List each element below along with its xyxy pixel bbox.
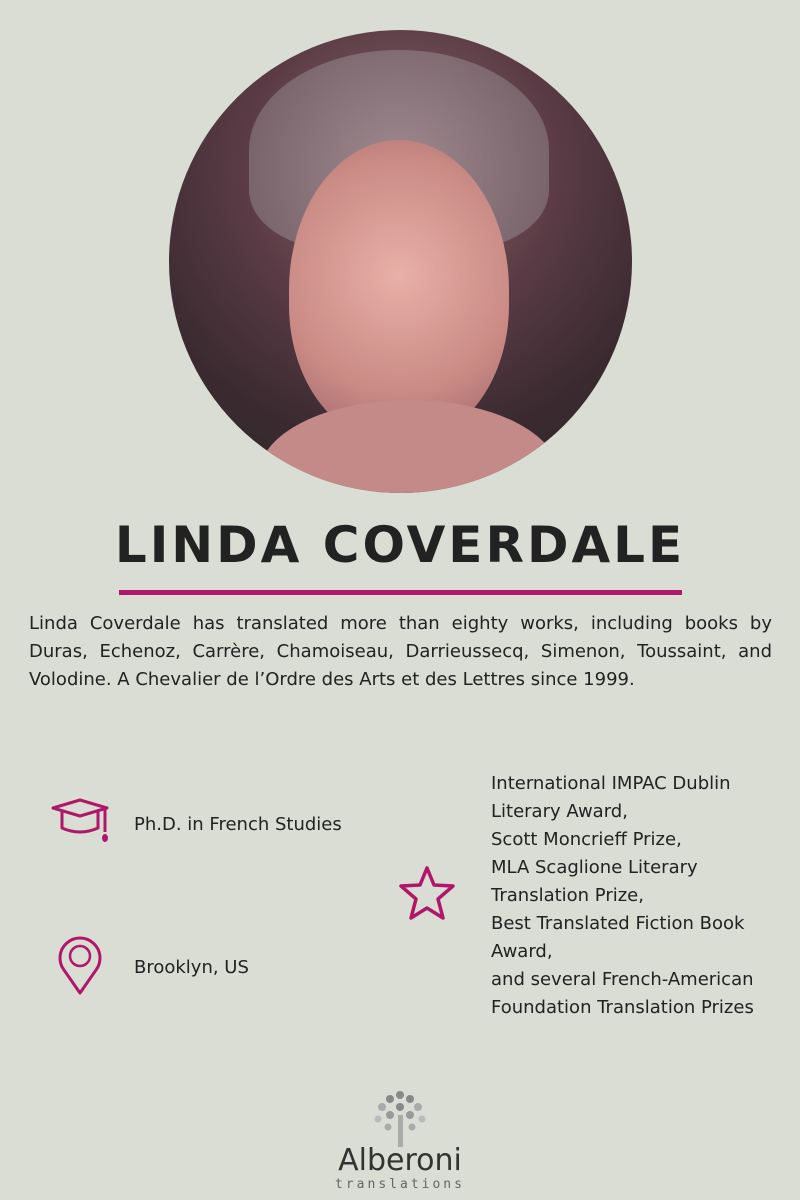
profile-photo: [169, 30, 632, 493]
graduation-cap-icon: [50, 796, 112, 850]
award-item: Best Translated Fiction Book Award,: [491, 913, 745, 962]
award-item: MLA Scaglione Literary Translation Prize,: [491, 857, 698, 906]
logo-subtitle: translations: [335, 1177, 465, 1192]
awards-list: [491, 770, 791, 1022]
location-text: Brooklyn, US: [134, 957, 249, 978]
tree-icon: [330, 1085, 470, 1147]
person-name: LINDA COVERDALE: [114, 516, 686, 574]
location-pin-icon: [56, 936, 104, 996]
award-item: and several French-American Foundation Translation Prizes: [491, 969, 754, 1018]
logo-brand: Alberoni: [338, 1143, 462, 1178]
bio-text: Linda Coverdale has translated more than eighty works, including books by Duras, Echenoz, Carrère, Chamoiseau, Darrieussecq, Simenon, Toussaint, and Volodine. A Chevalier de l’Ordre des Arts et des Lettres since 1999.: [29, 613, 772, 690]
alberoni-logo: [330, 1085, 470, 1195]
award-item: International IMPAC Dublin Literary Award,: [491, 773, 731, 822]
award-item: Scott Moncrieff Prize,: [491, 829, 682, 850]
star-icon: [396, 864, 458, 924]
education-text: Ph.D. in French Studies: [134, 814, 342, 835]
divider: [119, 590, 682, 595]
